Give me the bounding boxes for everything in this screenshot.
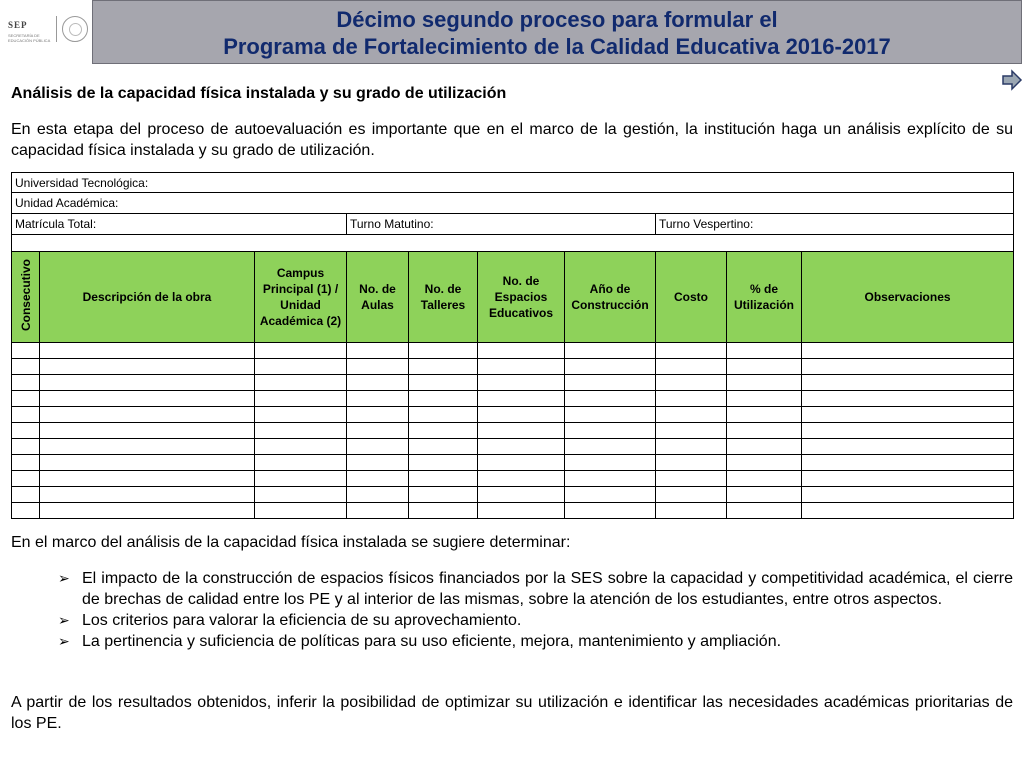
table-cell[interactable] — [727, 391, 802, 407]
table-cell[interactable] — [409, 423, 478, 439]
table-row — [12, 423, 1014, 439]
unidad-row — [12, 193, 1014, 214]
table-cell[interactable] — [565, 503, 656, 519]
table-cell[interactable] — [255, 343, 347, 359]
table-cell[interactable] — [255, 503, 347, 519]
table-cell[interactable] — [12, 343, 40, 359]
title-bar — [92, 0, 1022, 64]
table-cell[interactable] — [656, 343, 727, 359]
table-cell[interactable] — [12, 375, 40, 391]
table-cell[interactable] — [40, 471, 255, 487]
col-anio: Año de Construcción — [565, 252, 656, 343]
table-cell[interactable] — [40, 423, 255, 439]
table-cell[interactable] — [565, 391, 656, 407]
table-cell[interactable] — [565, 471, 656, 487]
col-aulas: No. de Aulas — [347, 252, 409, 343]
arrow-bullet-icon: ➢ — [58, 570, 70, 586]
table-cell[interactable] — [12, 455, 40, 471]
table-row — [12, 455, 1014, 471]
table-cell[interactable] — [565, 487, 656, 503]
table-row — [12, 471, 1014, 487]
table-cell[interactable] — [40, 343, 255, 359]
table-cell[interactable] — [255, 471, 347, 487]
table-cell[interactable] — [802, 343, 1014, 359]
matricula-row — [12, 214, 1014, 235]
table-cell[interactable] — [40, 455, 255, 471]
list-item — [60, 631, 1013, 652]
table-cell[interactable] — [409, 375, 478, 391]
table-cell[interactable] — [409, 439, 478, 455]
next-slide-arrow-icon[interactable] — [1001, 69, 1023, 91]
table-cell[interactable] — [347, 439, 409, 455]
table-cell[interactable] — [478, 343, 565, 359]
table-cell[interactable] — [347, 343, 409, 359]
conclusion-paragraph: A partir de los resultados obtenidos, inferir la posibilidad de optimizar su utilización e identificar las necesidades académicas prioritarias de los PE. — [11, 694, 1013, 732]
slide-header — [0, 0, 1024, 70]
table-cell[interactable] — [802, 375, 1014, 391]
table-cell[interactable] — [409, 407, 478, 423]
table-cell[interactable] — [12, 503, 40, 519]
table-cell[interactable] — [802, 503, 1014, 519]
table-cell[interactable] — [255, 487, 347, 503]
table-row — [12, 487, 1014, 503]
table-cell[interactable] — [727, 455, 802, 471]
table-cell[interactable] — [478, 423, 565, 439]
col-espacios: No. de Espacios Educativos — [478, 252, 565, 343]
turno-vespertino-label: Turno Vespertino: — [656, 214, 1014, 235]
table-cell[interactable] — [409, 455, 478, 471]
table-cell[interactable] — [347, 471, 409, 487]
table-row — [12, 503, 1014, 519]
table-row — [12, 359, 1014, 375]
list-item-text: El impacto de la construcción de espacios físicos financiados por la SES sobre la capacidad y competitividad académica, el cierre de brechas de calidad entre los PE y al interior de las mismas, sobre la atención de los estudiantes, entre otros aspectos. — [82, 570, 1013, 608]
list-item — [60, 568, 1013, 610]
table-row — [12, 439, 1014, 455]
table-cell[interactable] — [727, 503, 802, 519]
universidad-label: Universidad Tecnológica: — [12, 173, 1014, 193]
table-cell[interactable] — [802, 455, 1014, 471]
title-line-1: Décimo segundo proceso para formular el — [336, 7, 778, 32]
spacer-cell — [12, 235, 1014, 252]
table-cell[interactable] — [40, 439, 255, 455]
table-cell[interactable] — [565, 455, 656, 471]
table-cell[interactable] — [565, 343, 656, 359]
sep-logo-subtitle: SECRETARÍA DE EDUCACIÓN PÚBLICA — [8, 33, 51, 43]
list-item-text: Los criterios para valorar la eficiencia de su aprovechamiento. — [82, 612, 522, 629]
table-cell[interactable] — [727, 423, 802, 439]
table-cell[interactable] — [802, 423, 1014, 439]
table-cell[interactable] — [656, 439, 727, 455]
table-cell[interactable] — [12, 407, 40, 423]
table-cell[interactable] — [802, 487, 1014, 503]
table-cell[interactable] — [347, 407, 409, 423]
col-descripcion: Descripción de la obra — [40, 252, 255, 343]
unidad-label: Unidad Académica: — [12, 193, 1014, 214]
table-cell[interactable] — [347, 375, 409, 391]
table-cell[interactable] — [478, 487, 565, 503]
table-cell[interactable] — [409, 343, 478, 359]
table-cell[interactable] — [40, 375, 255, 391]
table-cell[interactable] — [409, 487, 478, 503]
table-cell[interactable] — [727, 375, 802, 391]
table-cell[interactable] — [478, 439, 565, 455]
table-cell[interactable] — [727, 471, 802, 487]
table-cell[interactable] — [727, 439, 802, 455]
table-cell[interactable] — [478, 503, 565, 519]
national-seal-icon — [62, 16, 88, 42]
table-cell[interactable] — [565, 423, 656, 439]
title-line-2: Programa de Fortalecimiento de la Calidad Educativa 2016-2017 — [223, 34, 891, 59]
column-header-row — [12, 252, 1014, 343]
table-row — [12, 343, 1014, 359]
matricula-label: Matrícula Total: — [12, 214, 347, 235]
table-cell[interactable] — [12, 439, 40, 455]
table-cell[interactable] — [727, 407, 802, 423]
table-body — [12, 343, 1014, 519]
table-cell[interactable] — [40, 487, 255, 503]
table-row — [12, 407, 1014, 423]
table-row — [12, 391, 1014, 407]
table-cell[interactable] — [656, 503, 727, 519]
table-cell[interactable] — [347, 359, 409, 375]
table-cell[interactable] — [409, 391, 478, 407]
table-cell[interactable] — [347, 423, 409, 439]
table-cell[interactable] — [255, 375, 347, 391]
table-cell[interactable] — [255, 455, 347, 471]
table-cell[interactable] — [656, 423, 727, 439]
table-cell[interactable] — [656, 487, 727, 503]
table-cell[interactable] — [802, 471, 1014, 487]
table-cell[interactable] — [478, 359, 565, 375]
spacer-row — [12, 235, 1014, 252]
table-cell[interactable] — [656, 471, 727, 487]
arrow-bullet-icon: ➢ — [58, 612, 70, 628]
table-cell[interactable] — [478, 391, 565, 407]
intro-paragraph: En esta etapa del proceso de autoevaluación es importante que en el marco de la gestión, la institución haga un análisis explícito de su capacidad física instalada y su grado de utilización. — [11, 121, 1013, 159]
table-cell[interactable] — [727, 487, 802, 503]
table-cell[interactable] — [656, 375, 727, 391]
table-cell[interactable] — [255, 391, 347, 407]
table-cell[interactable] — [40, 407, 255, 423]
table-cell[interactable] — [802, 391, 1014, 407]
table-cell[interactable] — [347, 455, 409, 471]
col-consecutivo: Consecutivo — [12, 252, 40, 343]
arrow-bullet-icon: ➢ — [58, 633, 70, 649]
table-cell[interactable] — [802, 439, 1014, 455]
table-cell[interactable] — [409, 359, 478, 375]
table-cell[interactable] — [40, 359, 255, 375]
table-cell[interactable] — [40, 391, 255, 407]
list-item-text: La pertinencia y suficiencia de políticas para su uso eficiente, mejora, mantenimiento y ampliación. — [82, 633, 782, 650]
col-utilizacion: % de Utilización — [727, 252, 802, 343]
table-cell[interactable] — [727, 343, 802, 359]
table-cell[interactable] — [656, 359, 727, 375]
table-cell[interactable] — [409, 503, 478, 519]
table-cell[interactable] — [478, 471, 565, 487]
table-cell[interactable] — [565, 359, 656, 375]
table-cell[interactable] — [347, 391, 409, 407]
sep-logo — [0, 0, 92, 66]
table-cell[interactable] — [802, 407, 1014, 423]
list-item — [60, 610, 1013, 631]
col-talleres: No. de Talleres — [409, 252, 478, 343]
logo-divider — [56, 16, 57, 42]
table-row — [12, 375, 1014, 391]
section-heading: Análisis de la capacidad física instalada y su grado de utilización — [11, 85, 507, 102]
table-cell[interactable] — [478, 407, 565, 423]
col-observaciones: Observaciones — [802, 252, 1014, 343]
table-cell[interactable] — [478, 375, 565, 391]
table-cell[interactable] — [347, 503, 409, 519]
table-cell[interactable] — [347, 487, 409, 503]
table-cell[interactable] — [565, 407, 656, 423]
table-cell[interactable] — [565, 375, 656, 391]
table-cell[interactable] — [12, 471, 40, 487]
table-cell[interactable] — [255, 407, 347, 423]
table-cell[interactable] — [255, 359, 347, 375]
sep-logo-text: SEP — [8, 20, 28, 30]
table-cell[interactable] — [656, 391, 727, 407]
suggestion-intro: En el marco del análisis de la capacidad física instalada se sugiere determinar: — [11, 534, 571, 551]
suggestion-list — [60, 568, 1013, 652]
table-cell[interactable] — [565, 439, 656, 455]
table-cell[interactable] — [255, 439, 347, 455]
universidad-row — [12, 173, 1014, 193]
table-cell[interactable] — [12, 487, 40, 503]
table-cell[interactable] — [40, 503, 255, 519]
table-cell[interactable] — [656, 407, 727, 423]
capacity-table — [11, 172, 1014, 519]
table-cell[interactable] — [255, 423, 347, 439]
table-cell[interactable] — [478, 455, 565, 471]
col-costo: Costo — [656, 252, 727, 343]
table-cell[interactable] — [12, 359, 40, 375]
table-cell[interactable] — [12, 423, 40, 439]
turno-matutino-label: Turno Matutino: — [347, 214, 656, 235]
table-cell[interactable] — [409, 471, 478, 487]
table-cell[interactable] — [727, 359, 802, 375]
table-cell[interactable] — [656, 455, 727, 471]
table-cell[interactable] — [12, 391, 40, 407]
table-cell[interactable] — [802, 359, 1014, 375]
col-campus: Campus Principal (1) / Unidad Académica (2) — [255, 252, 347, 343]
